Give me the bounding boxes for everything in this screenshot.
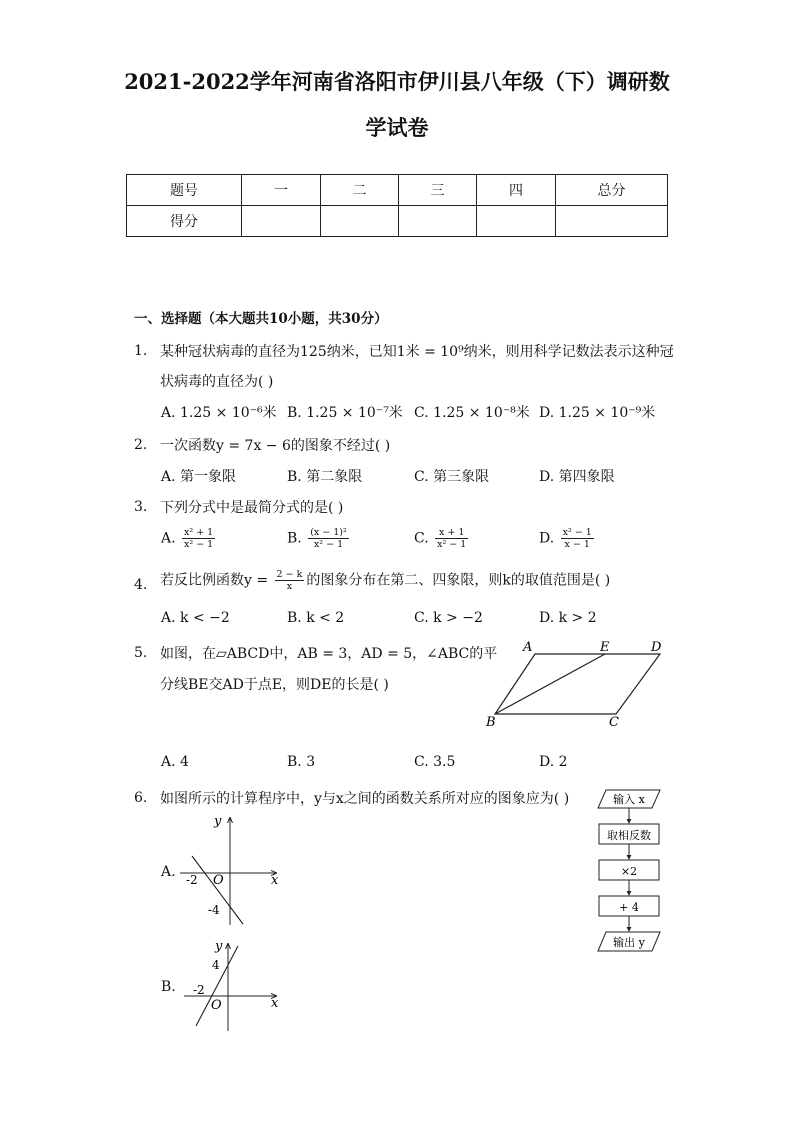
fraction-denominator: x² − 1	[184, 539, 214, 550]
flow-negate-text: 取相反数	[607, 829, 651, 842]
fraction-denominator: x − 1	[564, 539, 590, 550]
question-number: 1.	[134, 343, 148, 359]
flow-multiply-text: ×2	[620, 865, 638, 878]
fraction	[275, 569, 305, 592]
score-cell[interactable]	[399, 206, 477, 237]
graph-option-b	[178, 936, 288, 1036]
origin-label: O	[211, 998, 222, 1013]
question-text	[160, 569, 610, 592]
score-table-score-row	[127, 206, 668, 237]
option-c: C. 1.25 × 10⁻⁸米	[414, 405, 530, 421]
fraction-numerator: (x − 1)²	[310, 527, 347, 538]
exam-title-line1: 2021-2022学年河南省洛阳市伊川县八年级（下）调研数	[124, 69, 670, 94]
question-text: 状病毒的直径为( )	[160, 374, 274, 390]
y-intercept-label: 4	[212, 958, 220, 972]
option-b: B. 1.25 × 10⁻⁷米	[287, 405, 403, 421]
flow-add-text: + 4	[619, 901, 639, 914]
fraction-numerator: 2 − k	[276, 569, 303, 580]
origin-label: O	[213, 873, 224, 888]
question-number: 3.	[134, 499, 148, 515]
question-text: 一次函数y = 7x − 6的图象不经过( )	[160, 438, 391, 454]
x-axis-label: x	[271, 996, 279, 1011]
exam-title-line2: 学试卷	[365, 115, 429, 140]
flowchart	[594, 784, 668, 959]
score-cell[interactable]	[321, 206, 399, 237]
flow-output-text: 输出 y	[613, 936, 645, 949]
question-text-post: 的图象分布在第二、四象限，则k的取值范围是( )	[306, 572, 611, 589]
question-text: 分线BE交AD于点E，则DE的长是( )	[160, 677, 389, 693]
section-heading: 一、选择题（本大题共10小题，共30分）	[134, 311, 388, 327]
option-a: A. 1.25 × 10⁻⁶米	[161, 405, 277, 421]
option-d: D. 第四象限	[539, 469, 615, 485]
score-header-cell: 二	[321, 175, 399, 206]
parallelogram-figure	[480, 636, 670, 732]
flow-input-text: 输入 x	[613, 793, 645, 806]
graph-option-a	[178, 810, 288, 930]
score-cell[interactable]	[477, 206, 556, 237]
score-table-header-row	[127, 175, 668, 206]
option-d	[539, 527, 596, 550]
x-axis-label: x	[271, 873, 279, 888]
label-e: E	[600, 640, 610, 655]
score-header-cell: 题号	[127, 175, 242, 206]
question-text: 下列分式中是最简分式的是( )	[160, 500, 344, 516]
fraction	[561, 527, 594, 550]
fraction-denominator: x² − 1	[313, 539, 344, 550]
option-label: C.	[414, 530, 429, 547]
x-intercept-label: -2	[193, 983, 205, 997]
option-a: A.	[161, 864, 176, 880]
option-d: D. k > 2	[539, 610, 597, 626]
score-header-cell: 三	[399, 175, 477, 206]
fraction	[308, 527, 349, 550]
option-b: B. 第二象限	[287, 469, 363, 485]
fraction-denominator: x² − 1	[437, 539, 467, 550]
question-number: 6.	[134, 790, 148, 806]
y-intercept-label: -4	[208, 903, 220, 917]
label-b: B	[486, 715, 496, 730]
option-label: D.	[539, 530, 555, 547]
fraction	[435, 527, 468, 550]
option-a: A. 第一象限	[161, 469, 237, 485]
option-c	[414, 527, 470, 550]
parallelogram-abcd	[495, 654, 660, 714]
option-c: C. 3.5	[414, 754, 456, 770]
bisector-be	[495, 654, 605, 714]
fraction-numerator: x + 1	[435, 527, 468, 539]
x-intercept-label: -2	[186, 873, 198, 887]
fraction-denominator: x	[286, 581, 293, 592]
question-text: 如图所示的计算程序中，y与x之间的函数关系所对应的图象应为( )	[160, 791, 570, 807]
question-number: 5.	[134, 645, 148, 661]
question-text-pre: 若反比例函数y =	[160, 572, 273, 589]
y-axis-label: y	[214, 814, 222, 829]
option-b	[287, 527, 351, 550]
option-c: C. 第三象限	[414, 469, 490, 485]
score-header-cell: 总分	[556, 175, 668, 206]
option-a: A. 4	[161, 754, 189, 770]
fraction-numerator: x² + 1	[184, 527, 214, 538]
option-b: B. k < 2	[287, 610, 345, 626]
option-b: B.	[161, 979, 176, 995]
fraction	[182, 527, 215, 550]
score-table	[126, 174, 668, 237]
label-d: D	[651, 640, 662, 655]
option-d: D. 2	[539, 754, 568, 770]
option-label: A.	[161, 530, 176, 547]
option-a	[161, 527, 217, 550]
y-axis-label: y	[215, 939, 223, 954]
question-text: 如图，在▱ABCD中，AB = 3，AD = 5，∠ABC的平	[160, 646, 498, 662]
option-c: C. k > −2	[414, 610, 483, 626]
question-number: 2.	[134, 437, 148, 453]
question-number: 4.	[134, 577, 148, 593]
option-b: B. 3	[287, 754, 316, 770]
question-text: 某种冠状病毒的直径为125纳米，已知1米 = 10⁹纳米，则用科学记数法表示这种冠	[160, 344, 674, 360]
score-row-label: 得分	[127, 206, 242, 237]
fraction-numerator: x² − 1	[562, 527, 592, 538]
label-c: C	[609, 715, 619, 730]
score-cell[interactable]	[242, 206, 321, 237]
option-label: B.	[287, 530, 302, 547]
score-header-cell: 四	[477, 175, 556, 206]
score-cell[interactable]	[556, 206, 668, 237]
option-d: D. 1.25 × 10⁻⁹米	[539, 405, 656, 421]
score-header-cell: 一	[242, 175, 321, 206]
label-a: A	[523, 640, 533, 655]
option-a: A. k < −2	[161, 610, 230, 626]
